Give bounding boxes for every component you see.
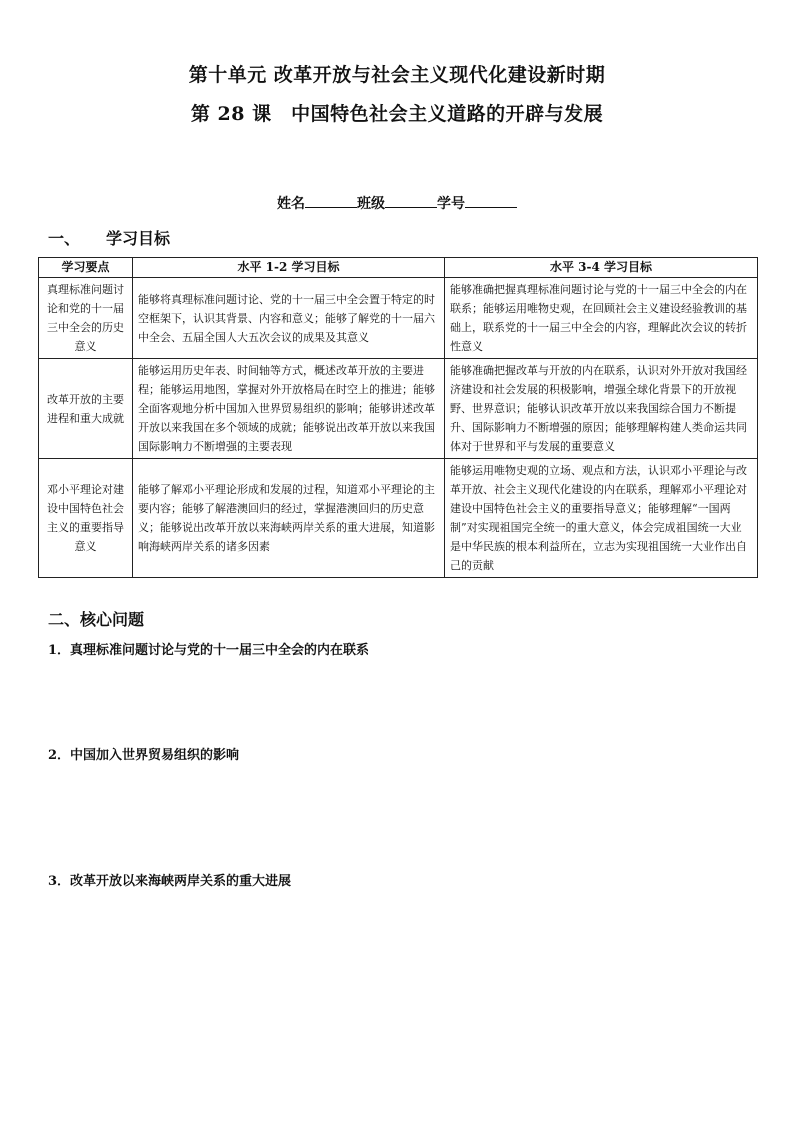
- section-title: 学习目标: [106, 229, 171, 248]
- row-level12: 能够将真理标准问题讨论、党的十一届三中全会置于特定的时空框架下，认识其背景、内容和意义；能够了解党的十一届六中全会、五届全国人大五次会议的成果及其意义: [133, 278, 445, 359]
- name-label: 姓名: [277, 196, 305, 212]
- row-level34: 能够准确把握真理标准问题讨论与党的十一届三中全会的内在联系；能够运用唯物史观，在回顾社会主义建设经验教训的基础上，联系党的十一届三中全会的内容，理解此次会议的转折性意义: [445, 278, 758, 359]
- header-key: 学习要点: [39, 258, 133, 278]
- section-learning-goals: [48, 226, 170, 249]
- header-level12: 水平 1-2 学习目标: [133, 258, 445, 278]
- lesson-title: 第 28 课 中国特色社会主义道路的开辟与发展: [190, 103, 604, 125]
- table-row: [39, 278, 758, 359]
- table-header-row: [39, 258, 758, 278]
- student-info: [0, 193, 794, 213]
- question-2: 2．中国加入世界贸易组织的影响: [48, 748, 240, 763]
- class-label: 班级: [357, 196, 385, 212]
- class-blank[interactable]: [385, 193, 437, 208]
- unit-title: 第十单元 改革开放与社会主义现代化建设新时期: [188, 64, 606, 86]
- row-level12: 能够运用历史年表、时间轴等方式，概述改革开放的主要进程；能够运用地图，掌握对外开放格局在时空上的推进；能够全面客观地分析中国加入世界贸易组织的影响；能够讲述改革开放以来我国在多个领域的成就；能够说出改革开放以来我国国际影响力不断增强的主要表现: [133, 359, 445, 459]
- id-label: 学号: [437, 196, 465, 212]
- row-key: 邓小平理论对建设中国特色社会主义的重要指导意义: [39, 459, 133, 578]
- section-core-questions: 二、核心问题: [48, 610, 145, 629]
- table-row: [39, 459, 758, 578]
- id-blank[interactable]: [465, 193, 517, 208]
- row-level34: 能够准确把握改革与开放的内在联系，认识对外开放对我国经济建设和社会发展的积极影响，增强全球化背景下的开放视野、世界意识；能够认识改革开放以来我国综合国力不断提升、国际影响力不断增强的原因；能够理解构建人类命运共同体对于世界和平与发展的重要意义: [445, 359, 758, 459]
- goals-table: [38, 257, 758, 578]
- row-key: 真理标准问题讨论和党的十一届三中全会的历史意义: [39, 278, 133, 359]
- section-number: 一、: [48, 229, 81, 248]
- row-level12: 能够了解邓小平理论形成和发展的过程，知道邓小平理论的主要内容；能够了解港澳回归的经过，掌握港澳回归的历史意义；能够说出改革开放以来海峡两岸关系的重大进展，知道影响海峡两岸关系的诸多因素: [133, 459, 445, 578]
- header-level34: 水平 3-4 学习目标: [445, 258, 758, 278]
- table-row: [39, 359, 758, 459]
- row-level34: 能够运用唯物史观的立场、观点和方法，认识邓小平理论与改革开放、社会主义现代化建设的内在联系，理解邓小平理论对建设中国特色社会主义的重要指导意义；能够理解“一国两制”对实现祖国完全统一的重大意义，体会完成祖国统一大业是中华民族的根本利益所在，立志为实现祖国统一大业作出自己的贡献: [445, 459, 758, 578]
- row-key: 改革开放的主要进程和重大成就: [39, 359, 133, 459]
- question-3: 3．改革开放以来海峡两岸关系的重大进展: [48, 874, 292, 889]
- question-1: 1．真理标准问题讨论与党的十一届三中全会的内在联系: [48, 643, 370, 658]
- name-blank[interactable]: [305, 193, 357, 208]
